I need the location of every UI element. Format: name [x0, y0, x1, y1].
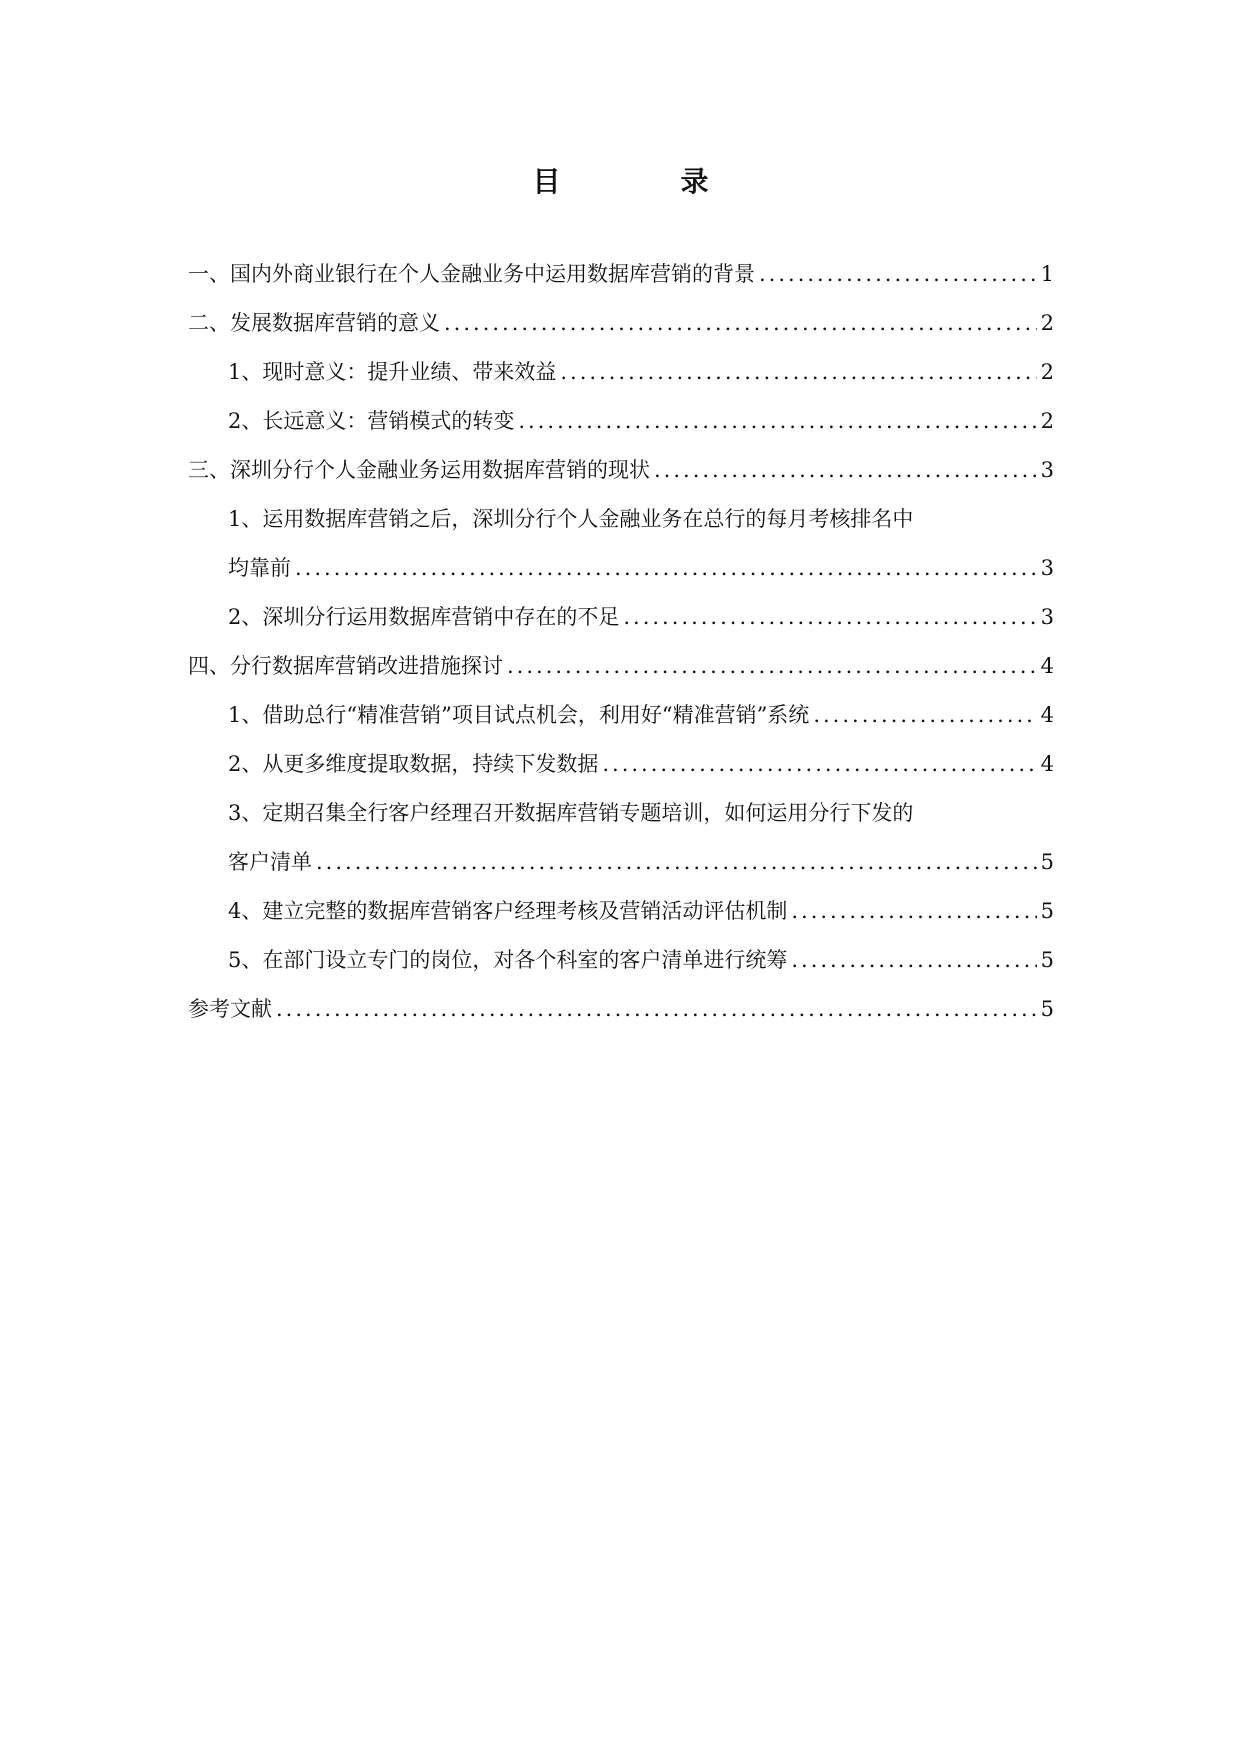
dot-leader [623, 593, 1036, 642]
toc-entry-label: 2、长远意义：营销模式的转变 [228, 409, 515, 433]
toc-entry-label: 一、国内外商业银行在个人金融业务中运用数据库营销的背景 [188, 262, 755, 286]
toc-entry[interactable] [188, 446, 1054, 495]
dot-leader [791, 887, 1036, 936]
toc-title: 目 录 [532, 165, 755, 198]
dot-leader [759, 250, 1037, 299]
toc-entry-label: 1、借助总行“精准营销”项目试点机会，利用好“精准营销”系统 [228, 703, 810, 727]
table-of-contents [188, 250, 1054, 1034]
toc-page-number: 2 [1040, 360, 1054, 384]
toc-entry[interactable] [188, 642, 1054, 691]
toc-subentry[interactable] [188, 936, 1054, 985]
dot-leader [518, 397, 1036, 446]
dot-leader [276, 985, 1037, 1034]
toc-entry-label-line2: 均靠前 [228, 556, 291, 580]
dot-leader [791, 936, 1036, 985]
dot-leader [444, 299, 1037, 348]
toc-entry[interactable] [188, 250, 1054, 299]
toc-entry-label: 2、深圳分行运用数据库营销中存在的不足 [228, 605, 620, 629]
dot-leader [316, 838, 1037, 887]
toc-entry[interactable] [188, 299, 1054, 348]
toc-page-number: 4 [1040, 654, 1054, 678]
toc-page-number: 5 [1040, 899, 1054, 923]
toc-page-number: 3 [1040, 458, 1054, 482]
toc-page-number: 4 [1040, 752, 1054, 776]
toc-entry-label: 5、在部门设立专门的岗位，对各个科室的客户清单进行统筹 [228, 948, 788, 972]
dot-leader [560, 348, 1036, 397]
toc-subentry[interactable] [188, 495, 1054, 593]
dot-leader [654, 446, 1037, 495]
toc-entry-label: 4、建立完整的数据库营销客户经理考核及营销活动评估机制 [228, 899, 788, 923]
toc-entry-label: 参考文献 [188, 997, 272, 1021]
toc-page-number: 3 [1040, 605, 1054, 629]
toc-page-number: 2 [1040, 409, 1054, 433]
toc-entry-label-line1: 1、运用数据库营销之后，深圳分行个人金融业务在总行的每月考核排名中 [228, 507, 914, 531]
toc-subentry[interactable] [188, 789, 1054, 887]
toc-entry[interactable] [188, 985, 1054, 1034]
toc-entry-label: 四、分行数据库营销改进措施探讨 [188, 654, 503, 678]
dot-leader [813, 691, 1036, 740]
toc-page-number: 2 [1040, 311, 1054, 335]
toc-entry-label-line2: 客户清单 [228, 850, 312, 874]
toc-entry-label: 1、现时意义：提升业绩、带来效益 [228, 360, 557, 384]
toc-subentry[interactable] [188, 887, 1054, 936]
toc-entry-label-line1: 3、定期召集全行客户经理召开数据库营销专题培训，如何运用分行下发的 [228, 801, 914, 825]
toc-subentry[interactable] [188, 593, 1054, 642]
dot-leader [295, 544, 1037, 593]
dot-leader [602, 740, 1036, 789]
dot-leader [507, 642, 1037, 691]
toc-entry-label: 二、发展数据库营销的意义 [188, 311, 440, 335]
toc-subentry[interactable] [188, 740, 1054, 789]
toc-entry-label: 2、从更多维度提取数据，持续下发数据 [228, 752, 599, 776]
toc-subentry[interactable] [188, 348, 1054, 397]
toc-page-number: 5 [1040, 850, 1054, 874]
toc-page-number: 3 [1040, 556, 1054, 580]
toc-subentry[interactable] [188, 691, 1054, 740]
toc-page-number: 4 [1040, 703, 1054, 727]
toc-subentry[interactable] [188, 397, 1054, 446]
toc-entry-label: 三、深圳分行个人金融业务运用数据库营销的现状 [188, 458, 650, 482]
toc-page-number: 5 [1040, 997, 1054, 1021]
toc-page-number: 1 [1040, 262, 1054, 286]
toc-page-number: 5 [1040, 948, 1054, 972]
